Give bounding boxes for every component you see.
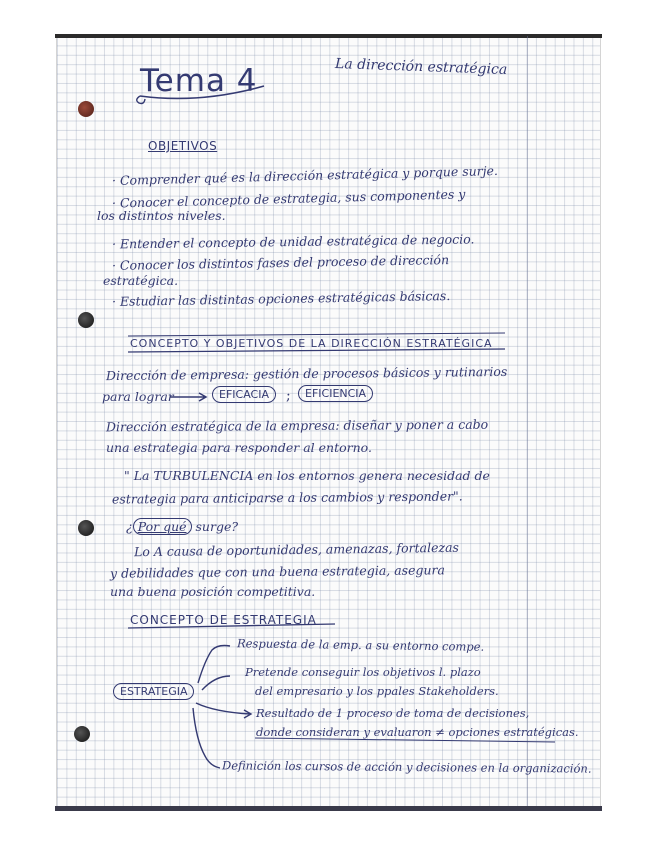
def-direccion-estrategica-b: una estrategia para responder al entorno. <box>106 440 372 455</box>
def-para-lograr: para lograr <box>102 389 174 404</box>
branch-resultado: Resultado de 1 proceso de toma de decisiones, <box>256 706 530 720</box>
branch-respuesta: Respuesta de la emp. a su entorno compe. <box>236 636 485 654</box>
question-open-mark: ¿ <box>126 519 133 534</box>
section-heading-estrategia: CONCEPTO DE ESTRATEGIA <box>130 613 317 627</box>
objective-line-4: · Conocer los distintos fases del proceso de dirección <box>111 252 450 273</box>
branch-resultado-b: donde consideran y evaluaron ≠ opciones estratégicas. <box>256 725 579 739</box>
answer-line-3: una buena posición competitiva. <box>110 584 316 599</box>
section-heading-direccion: CONCEPTO Y OBJETIVOS DE LA DIRECCIÓN ESTRATÉGICA <box>130 337 493 350</box>
page-subtitle: La dirección estratégica <box>334 55 508 79</box>
answer-line-2: y debilidades que con una buena estrategia, asegura <box>109 562 445 581</box>
def-direccion-estrategica: Dirección estratégica de la empresa: diseñar y poner a cabo <box>105 416 489 435</box>
objective-line-2b: los distintos niveles. <box>97 208 226 223</box>
semicolon: ; <box>286 388 291 404</box>
objective-line-3: · Entender el concepto de unidad estratégica de negocio. <box>111 231 475 252</box>
estrategia-bubble: ESTRATEGIA <box>113 683 194 700</box>
quote-turbulencia-b: estrategia para anticiparse a los cambios y responder". <box>111 488 463 507</box>
objective-line-2: · Conocer el concepto de estrategia, sus componentes y <box>111 186 466 211</box>
question-word-bubble: Por qué <box>133 518 192 535</box>
answer-line-1: Lo A causa de oportunidades, amenazas, fortalezas <box>133 539 460 560</box>
branch-pretende: Pretende conseguir los objetivos l. plazo <box>245 665 481 679</box>
page-title: Tema 4 <box>140 63 258 99</box>
question-why <box>126 521 238 534</box>
eficacia-bubble: EFICACIA <box>212 386 276 403</box>
objectives-heading: OBJETIVOS <box>148 139 218 153</box>
branch-pretende-b: del empresario y los ppales Stakeholders. <box>255 684 499 698</box>
objective-line-5: · Estudiar las distintas opciones estratégicas básicas. <box>111 288 451 309</box>
quote-turbulencia: " La TURBULENCIA en los entornos genera necesidad de <box>124 468 490 483</box>
objective-line-4b: estratégica. <box>103 273 179 288</box>
question-rest: surge? <box>195 519 239 534</box>
branch-definicion: Definición los cursos de acción y decisiones en la organización. <box>221 758 592 776</box>
eficiencia-bubble: EFICIENCIA <box>298 385 373 402</box>
objective-line-1: · Comprender qué es la dirección estratégica y porque surje. <box>111 162 499 189</box>
def-direccion-empresa: Dirección de empresa: gestión de procesos básicos y rutinarios <box>105 363 508 384</box>
